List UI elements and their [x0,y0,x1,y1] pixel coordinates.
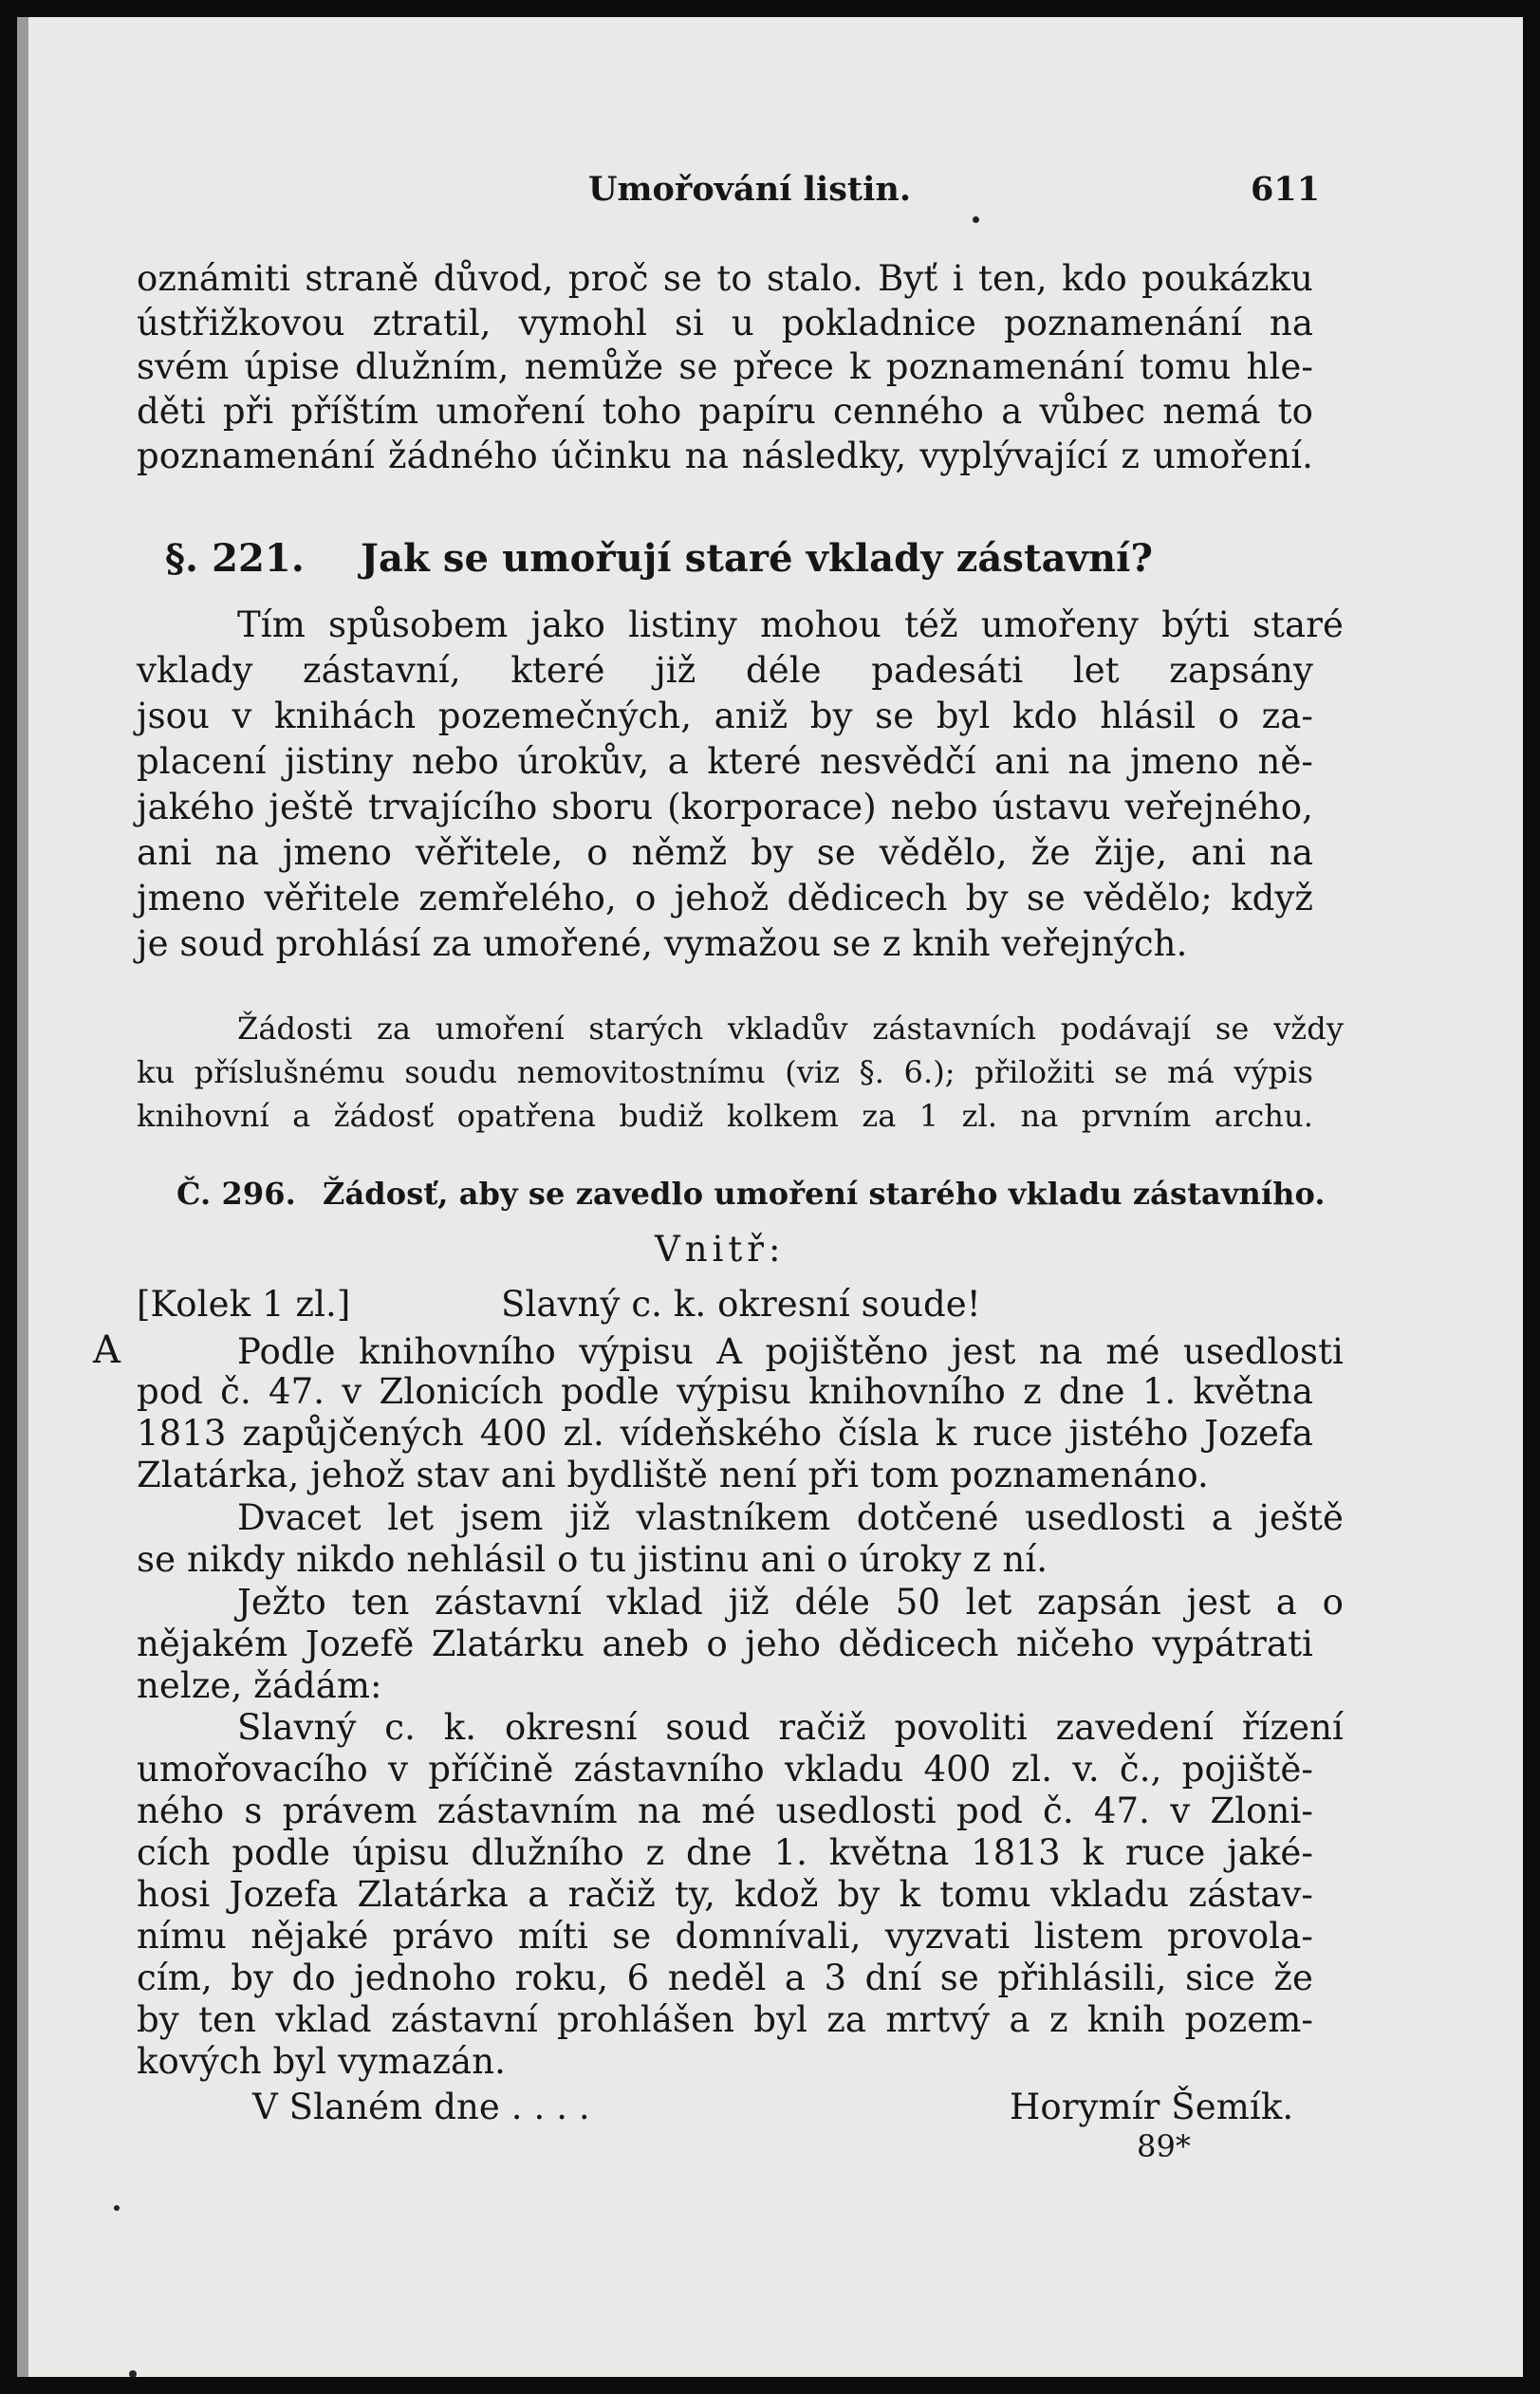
text-line: ústřižkovou ztratil, vymohl si u pokladnice poznamenání na [137,303,1313,343]
margin-letter: A [93,1328,121,1372]
text-line: jakého ještě trvajícího sboru (korporace) nebo ústavu veřejného, [137,787,1313,827]
form-line: cím, by do jednoho roku, 6 neděl a 3 dní se přihlásili, sice že [137,1958,1313,1998]
section-number: §. 221. [165,536,305,581]
signature: Horymír Šemík. [1010,2087,1294,2127]
text-line: oznámiti straně důvod, proč se to stalo. Byť i ten, kdo poukázku [137,258,1313,299]
form-line: Ježto ten zástavní vklad již déle 50 let zapsán jest a o [237,1582,1344,1623]
form-line: pod č. 47. v Zlonicích podle výpisu knihovního z dne 1. května [137,1371,1313,1412]
text-line: Tím spůsobem jako listiny mohou též umořeny býti staré [237,604,1344,645]
scan-speck [973,216,979,223]
text-line: jmeno věřitele zemřelého, o jehož dědicech by se vědělo; když [137,878,1313,919]
text-line: svém úpise dlužním, nemůže se přece k poznamenání tomu hle- [137,346,1313,387]
book-page [17,17,1523,2377]
text-line: vklady zástavní, které již déle padesáti let zapsány [137,650,1313,691]
text-line: ani na jmeno věřitele, o němž by se vědělo, že žije, ani na [137,832,1313,873]
form-title: Žádosť, aby se zavedlo umoření starého vkladu zástavního. [323,1176,1326,1212]
form-number: Č. 296. [176,1176,296,1212]
scan-speck [114,2205,120,2211]
form-line: ného s právem zástavním na mé usedlosti pod č. 47. v Zloni- [137,1791,1313,1831]
form-line: by ten vklad zástavní prohlášen byl za mrtvý a z knih pozem- [137,1999,1313,2040]
note-line: ku příslušnému soudu nemovitostnímu (viz §. 6.); přiložiti se má výpis [137,1054,1313,1090]
note-line: knihovní a žádosť opatřena budiž kolkem za 1 zl. na prvním archu. [137,1098,1313,1134]
form-line: Dvacet let jsem již vlastníkem dotčené usedlosti a ještě [237,1497,1344,1538]
form-line: Zlatárka, jehož stav ani bydliště není při tom poznamenáno. [137,1455,1209,1495]
form-line: se nikdy nikdo nehlásil o tu jistinu ani o úroky z ní. [137,1539,1048,1580]
form-location: Vnitř: [655,1229,786,1270]
form-line: cích podle úpisu dlužního z dne 1. května 1813 k ruce jaké- [137,1832,1313,1873]
scan-speck [129,2370,137,2377]
section-title: Jak se umořují staré vklady zástavní? [361,536,1153,581]
form-line: Podle knihovního výpisu A pojištěno jest na mé usedlosti [237,1331,1344,1372]
text-line: placení jistiny nebo úrokův, a které nesvědčí ani na jmeno ně- [137,741,1313,782]
form-line: hosi Jozefa Zlatárka a račiž ty, kdož by k tomu vkladu zástav- [137,1874,1313,1915]
running-title: Umořování listin. [588,170,912,209]
salutation: Slavný c. k. okresní soude! [501,1284,981,1325]
stamp-note: [Kolek 1 zl.] [137,1284,351,1325]
note-line: Žádosti za umoření starých vkladův zástavních podávají se vždy [237,1011,1344,1047]
form-line: Slavný c. k. okresní soud račiž povoliti zavedení řízení [237,1707,1344,1748]
form-line: kových byl vymazán. [137,2041,506,2082]
text-line: je soud prohlásí za umořené, vymažou se z knih veřejných. [137,923,1188,964]
form-line: umořovacího v příčině zástavního vkladu 400 zl. v. č., pojiště- [137,1749,1313,1790]
form-line: nějakém Jozefě Zlatárku aneb o jeho dědicech ničeho vypátrati [137,1624,1313,1664]
text-line: jsou v knihách pozemečných, aniž by se byl kdo hlásil o za- [137,696,1313,736]
text-line: děti při příštím umoření toho papíru cenného a vůbec nemá to [137,391,1313,432]
place-date: V Slaném dne . . . . [252,2087,590,2127]
page-number: 611 [1251,170,1321,209]
form-line: nelze, žádám: [137,1665,382,1706]
form-line: 1813 zapůjčených 400 zl. vídeňského čísla k ruce jistého Jozefa [137,1413,1313,1454]
text-line: poznamenání žádného účinku na následky, vyplývající z umoření. [137,436,1313,476]
form-line: nímu nějaké právo míti se domnívali, vyzvati listem provola- [137,1916,1313,1957]
signature-mark: 89* [1137,2128,1192,2164]
